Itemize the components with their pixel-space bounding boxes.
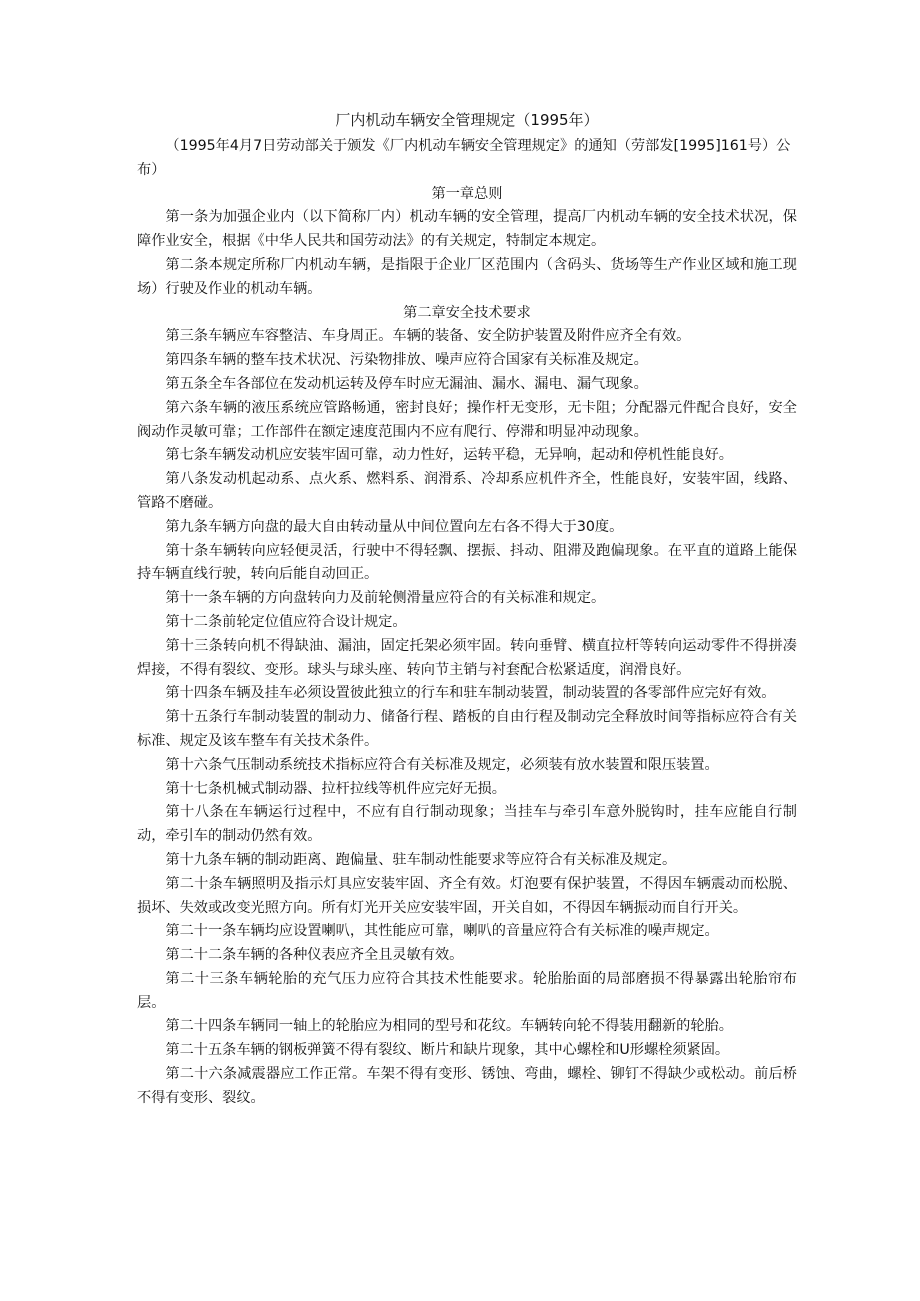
article-6: 第六条车辆的液压系统应管路畅通，密封良好；操作杆无变形，无卡阻；分配器元件配合良好，安全阀动作灵敏可靠；工作部件在额定速度范围内不应有爬行、停滞和明显冲动现象。 [137,399,797,440]
article-17: 第十七条机械式制动器、拉杆拉线等机件应完好无损。 [165,780,506,797]
article-25: 第二十五条车辆的钢板弹簧不得有裂纹、断片和缺片现象，其中心螺栓和U形螺栓须紧固。 [165,1042,730,1059]
article-22: 第二十二条车辆的各种仪表应齐全且灵敏有效。 [165,947,464,964]
article-1: 第一条为加强企业内（以下简称厂内）机动车辆的安全管理，提高厂内机动车辆的安全技术状况，保障作业安全，根据《中华人民共和国劳动法》的有关规定，特制定本规定。 [137,209,797,250]
document-subtitle: （1995年4月7日劳动部关于颁发《厂内机动车辆安全管理规定》的通知（劳部发[1995]161号）公布） [137,138,791,178]
article-26: 第二十六条减震器应工作正常。车架不得有变形、锈蚀、弯曲，螺栓、铆钉不得缺少或松动。前后桥不得有变形、裂纹。 [137,1066,797,1106]
article-20: 第二十条车辆照明及指示灯具应安装牢固、齐全有效。灯泡要有保护装置，不得因车辆震动而松脱、损坏、失效或改变光照方向。所有灯光开关应安装牢固，开关自如，不得因车辆振动而自行开关。 [137,875,797,916]
article-15: 第十五条行车制动装置的制动力、储备行程、踏板的自由行程及制动完全释放时间等指标应符合有关标准、规定及该车整车有关技术条件。 [137,709,797,749]
article-4: 第四条车辆的整车技术状况、污染物排放、噪声应符合国家有关标准及规定。 [165,352,648,369]
article-9: 第九条车辆方向盘的最大自由转动量从中间位置向左右各不得大于30度。 [165,518,624,535]
document-body [137,105,797,1111]
chapter-heading-2: 第二章安全技术要求 [403,304,531,321]
chapter-heading-1: 第一章总则 [431,185,503,202]
article-8: 第八条发动机起动系、点火系、燃料系、润滑系、冷却系应机件齐全，性能良好，安装牢固，线路、管路不磨碰。 [137,471,797,511]
article-18: 第十八条在车辆运行过程中，不应有自行制动现象；当挂车与牵引车意外脱钩时，挂车应能自行制动，牵引车的制动仍然有效。 [137,804,797,845]
article-19: 第十九条车辆的制动距离、跑偏量、驻车制动性能要求等应符合有关标准及规定。 [165,851,677,868]
article-3: 第三条车辆应车容整洁、车身周正。车辆的装备、安全防护装置及附件应齐全有效。 [165,328,691,345]
article-10: 第十条车辆转向应轻便灵活，行驶中不得轻飘、摆振、抖动、阻滞及跑偏现象。在平直的道路上能保持车辆直线行驶，转向后能自动回正。 [137,542,797,583]
article-2: 第二条本规定所称厂内机动车辆，是指限于企业厂区范围内（含码头、货场等生产作业区域和施工现场）行驶及作业的机动车辆。 [137,256,797,297]
article-24: 第二十四条车辆同一轴上的轮胎应为相同的型号和花纹。车辆转向轮不得装用翻新的轮胎。 [165,1018,733,1035]
article-21: 第二十一条车辆均应设置喇叭，其性能应可靠，喇叭的音量应符合有关标准的噪声规定。 [165,923,719,940]
article-11: 第十一条车辆的方向盘转向力及前轮侧滑量应符合的有关标准和规定。 [165,590,606,607]
document-title: 厂内机动车辆安全管理规定（1995年） [335,111,599,129]
article-16: 第十六条气压制动系统技术指标应符合有关标准及规定，必须装有放水装置和限压装置。 [165,756,719,773]
article-13: 第十三条转向机不得缺油、漏油，固定托架必须牢固。转向垂臂、横直拉杆等转向运动零件不得拼凑焊接，不得有裂纹、变形。球头与球头座、转向节主销与衬套配合松紧适度，润滑良好。 [137,637,797,678]
article-12: 第十二条前轮定位值应符合设计规定。 [165,613,407,630]
article-5: 第五条全车各部位在发动机运转及停车时应无漏油、漏水、漏电、漏气现象。 [165,375,648,392]
article-23: 第二十三条车辆轮胎的充气压力应符合其技术性能要求。轮胎胎面的局部磨损不得暴露出轮胎帘布层。 [137,970,797,1011]
article-14: 第十四条车辆及挂车必须设置彼此独立的行车和驻车制动装置，制动装置的各零部件应完好有效。 [165,685,776,702]
article-7: 第七条车辆发动机应安装牢固可靠，动力性好，运转平稳，无异响，起动和停机性能良好。 [165,447,733,464]
